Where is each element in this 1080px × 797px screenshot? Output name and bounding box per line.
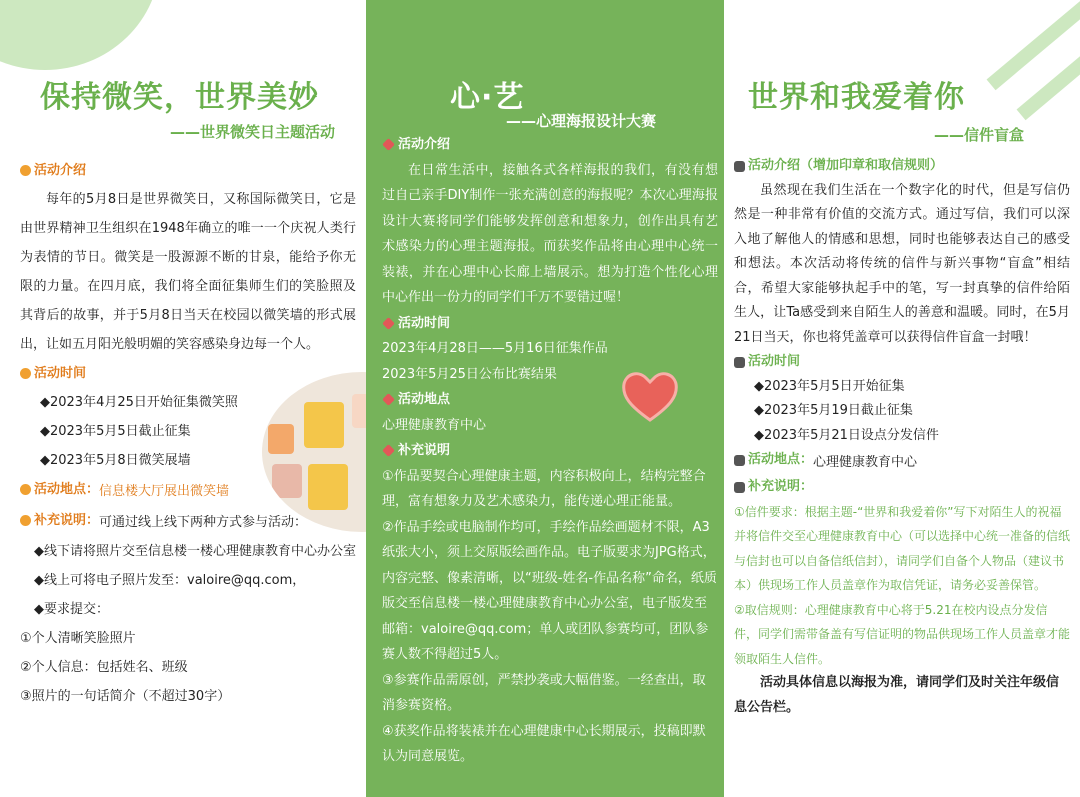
intro-paragraph: 每年的5月8日是世界微笑日，又称国际微笑日，它是由世界精神卫生组织在1948年确立的唯一一个庆祝人类行为表情的节日。微笑是一股源源不断的甘泉，能给予你无限的力量。在四月底，我们将全面征集师生们的笑脸照及其背后的故事，并于5月8日当天在校园以微笑墙的形式展出，让如五月阳光般明媚的笑容感染身边每一个人。	[20, 192, 356, 352]
photo-card	[304, 402, 344, 448]
note-item: ①作品要契合心理健康主题，内容积极向上，结构完整合理，富有想象力及艺术感染力，能传递心理正能量。	[382, 468, 706, 509]
closing-note: 活动具体信息以海报为准，请同学们及时关注年级信息公告栏。	[734, 675, 1060, 715]
letter-blindbox-title: 世界和我爱着你	[748, 80, 965, 115]
note-item: ①信件要求：根据主题-“世界和我爱着你”写下对陌生人的祝福并将信件交至心理健康教育中心（可以选择中心统一准备的信纸与信封也可以自备信纸信封），请同学们自备个人物品（建议书本）供现场工作人员盖章作为取信凭证，请务必妥善保管。	[734, 504, 1071, 593]
note-item: ◆线上可将电子照片发至：valoire@qq.com，	[34, 573, 306, 588]
section-heading-time: 活动时间	[382, 311, 718, 337]
smile-icon	[20, 484, 31, 495]
time-item: ◆2023年5月5日截止征集	[40, 424, 191, 439]
section-heading-time: 活动时间	[734, 350, 1070, 375]
letter-blindbox-body	[734, 154, 1070, 720]
time-item: ◆2023年5月19日截止征集	[754, 403, 913, 418]
time-item: 2023年5月25日公布比赛结果	[382, 366, 557, 382]
section-heading-time: 活动时间	[20, 359, 356, 388]
photo-card	[352, 394, 366, 428]
diamond-icon	[382, 317, 395, 330]
section-heading-intro: 活动介绍	[382, 132, 718, 158]
note-item: ◆要求提交：	[34, 602, 109, 617]
smile-icon	[20, 515, 31, 526]
poster-contest-body	[382, 132, 718, 770]
photo-card	[272, 464, 302, 498]
note-item: ③参赛作品需原创，严禁抄袭或大幅借鉴。一经查出，取消参赛资格。	[382, 672, 706, 713]
letter-icon	[734, 455, 745, 466]
time-item: ◆2023年4月25日开始征集微笑照	[40, 395, 238, 410]
requirement-item: ②个人信息：包括姓名、班级	[20, 660, 188, 675]
note-item: ②取信规则：心理健康教育中心将于5.21在校内设点分发信件，同学们需带备盖有写信证明的物品供现场工作人员盖章才能领取陌生人信件。	[734, 602, 1071, 666]
heart-icon	[620, 370, 680, 422]
note-item: ④获奖作品将装裱并在心理健康中心长期展示，投稿即默认为同意展览。	[382, 723, 706, 764]
photo-card	[268, 424, 294, 454]
section-heading-note: 补充说明：	[734, 475, 1070, 500]
section-heading-intro: 活动介绍	[20, 156, 356, 185]
place-line: 活动地点： 信息楼大厅展出微笑墙	[20, 475, 356, 506]
note-item: ②作品手绘或电脑制作均可，手绘作品绘画题材不限，A3纸张大小，须上交原版绘画作品。电子版要求为JPG格式，内容完整、像素清晰，以“班级-姓名-作品名称”命名，纸质版交至信息楼一楼心理健康教育中心办公室，电子版发至邮箱：valoire@qq.com；单人或团队参赛均可，团队参赛人数不得超过5人。	[382, 519, 717, 662]
place-line: 活动地点： 心理健康教育中心	[734, 448, 1070, 475]
poster-contest-title: 心·艺	[450, 80, 525, 115]
section-heading-place: 活动地点	[382, 387, 718, 413]
time-item: 2023年4月28日——5月16日征集作品	[382, 341, 608, 356]
note-line: 补充说明： 可通过线上线下两种方式参与活动：	[20, 506, 356, 537]
decorative-circle	[0, 0, 160, 70]
intro-paragraph: 在日常生活中，接触各式各样海报的我们，有没有想过自己亲手DIY制作一张充满创意的海报呢？本次心理海报设计大赛将同学们能够发挥创意和想象力，创作出具有艺术感染力的心理主题海报。而获奖作品将由心理中心统一装裱，并在心理中心长廊上墙展示。想为打造个性化心理中心作出一份力的同学们千万不要错过喔！	[382, 162, 718, 305]
decorative-stripes	[960, 0, 1080, 100]
smile-day-subtitle: ——世界微笑日主题活动	[170, 123, 336, 141]
left-panel-smile-day	[0, 0, 366, 797]
time-item: ◆2023年5月8日微笑展墙	[40, 453, 191, 468]
section-heading-intro: 活动介绍（增加印章和取信规则）	[734, 154, 1070, 179]
intro-paragraph: 虽然现在我们生活在一个数字化的时代，但是写信仍然是一种非常有价值的交流方式。通过写信，我们可以深入地了解他人的情感和思想，同时也能够表达自己的感受和想法。本次活动将传统的信件与新兴事物“盲盒”相结合，希望大家能够执起手中的笔，写一封真挚的信件给陌生人，让Ta感受到来自陌生人的善意和温暖。同时，在5月21日当天，你也将凭盖章可以获得信件盲盒一封哦！	[734, 182, 1070, 345]
letter-icon	[734, 357, 745, 368]
letter-icon	[734, 482, 745, 493]
diamond-icon	[382, 444, 395, 457]
smile-icon	[20, 165, 31, 176]
smile-icon	[20, 368, 31, 379]
requirement-item: ①个人清晰笑脸照片	[20, 631, 136, 646]
letter-icon	[734, 161, 745, 172]
middle-panel-poster-contest	[366, 0, 724, 797]
letter-blindbox-subtitle: ——信件盲盒	[934, 126, 1025, 144]
time-item: ◆2023年5月21日设点分发信件	[754, 427, 939, 443]
diamond-icon	[382, 138, 395, 151]
right-panel-letter-blindbox	[724, 0, 1080, 797]
time-item: ◆2023年5月5日开始征集	[754, 378, 905, 394]
note-item: ◆线下请将照片交至信息楼一楼心理健康教育中心办公室	[34, 544, 356, 559]
photo-card	[308, 464, 348, 510]
requirement-item: ③照片的一句话简介（不超过30字）	[20, 689, 231, 704]
diamond-icon	[382, 393, 395, 406]
place-text: 心理健康教育中心	[382, 417, 487, 433]
section-heading-note: 补充说明	[382, 438, 718, 464]
poster-contest-subtitle: ——心理海报设计大赛	[506, 112, 657, 130]
smile-day-title: 保持微笑，世界美妙	[40, 80, 319, 115]
